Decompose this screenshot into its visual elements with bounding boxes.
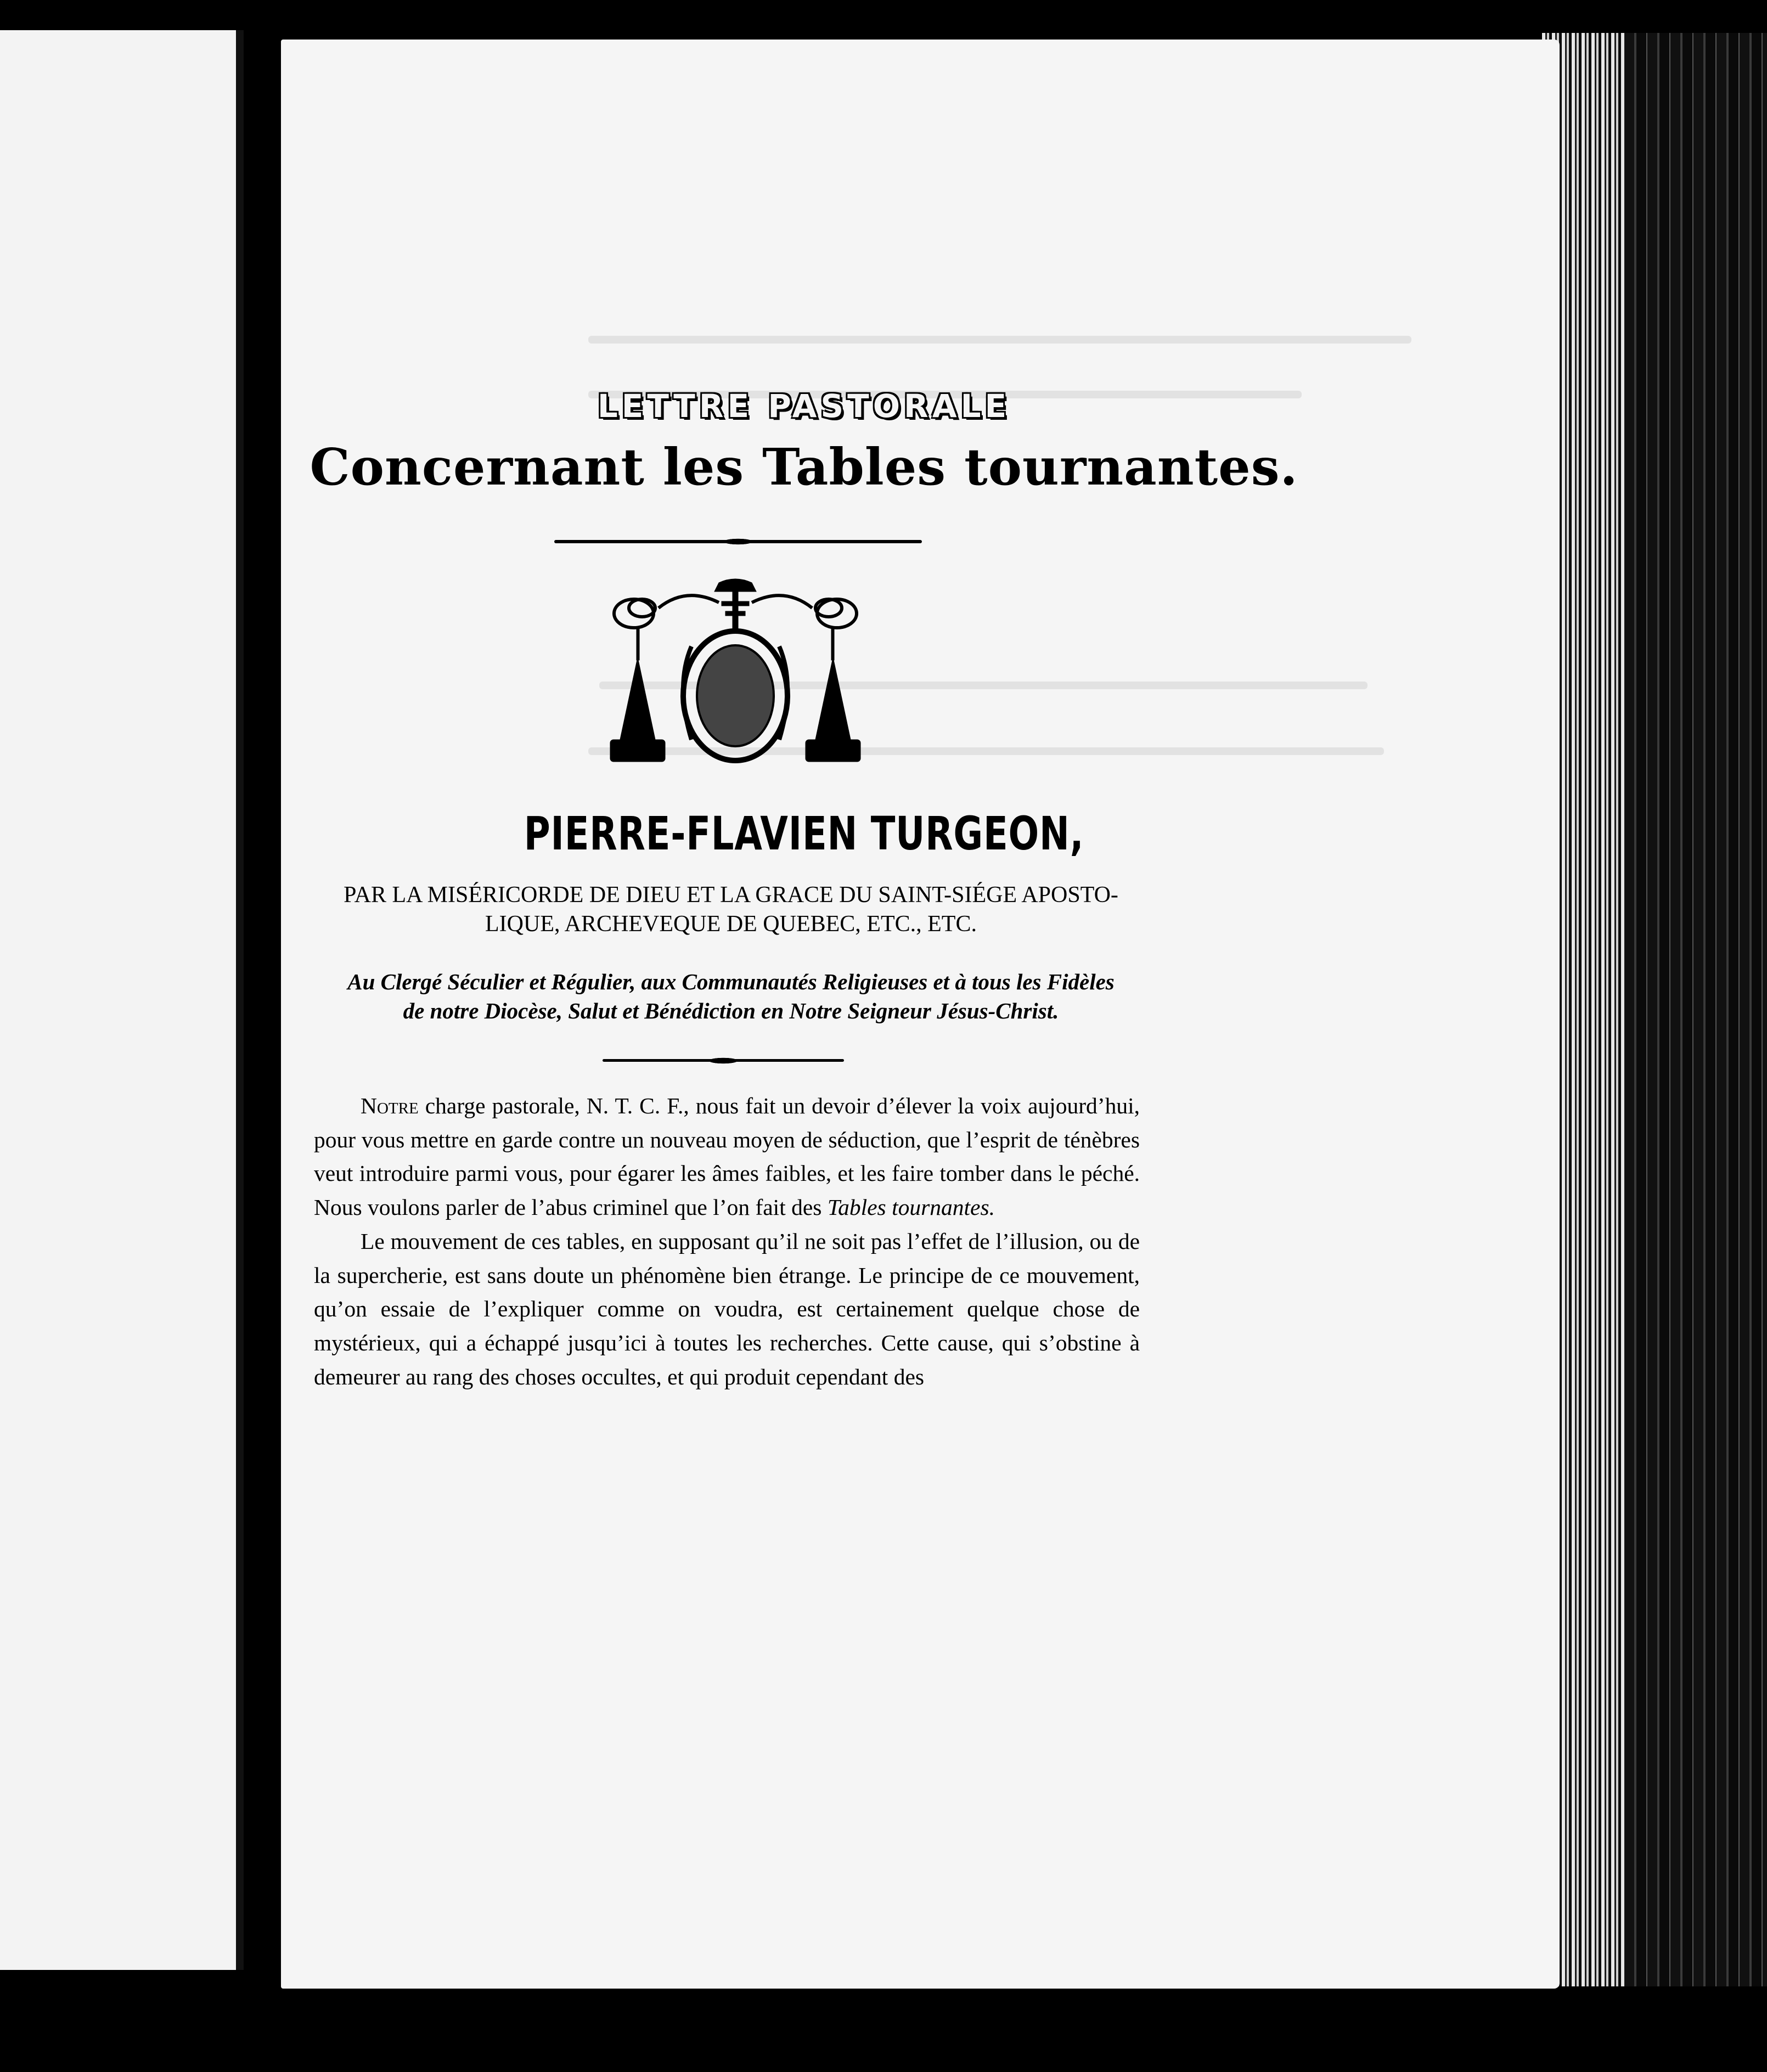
address-line-1: Au Clergé Séculier et Régulier, aux Communautés Religieuses et à tous les Fidèles (347, 969, 1115, 994)
book-spine-edge (1624, 33, 1767, 1986)
page-edges (1542, 33, 1767, 1986)
author-titles-line-2: LIQUE, ARCHEVEQUE DE QUEBEC, ETC., ETC. (485, 911, 977, 937)
author-name: PIERRE-FLAVIEN TURGEON, (524, 807, 1084, 860)
rule-ornament (713, 537, 763, 547)
ornamental-rule-2 (603, 1059, 844, 1062)
document-subheading: Concernant les Tables tournantes. (309, 437, 1298, 497)
paragraph-1 (314, 1089, 1140, 1225)
author-titles-line-1: PAR LA MISÉRICORDE DE DIEU ET LA GRACE DU SAINT-SIÉGE APOSTO- (344, 882, 1118, 908)
archbishop-coat-of-arms (609, 575, 862, 779)
paragraph-1-lead: Notre (361, 1093, 419, 1118)
ornamental-rule (554, 540, 922, 543)
paragraph-1-text: charge pastorale, N. T. C. F., nous fait un devoir d’élever la voix aujourd’hui, pour vous mettre en garde contre un nouveau moyen de séduction, que l’esprit de ténèbres veut introduire parmi vous, pour égarer les âmes faibles, et les faire tomber dans le péché. Nous voulons parler de l’abus criminel que l’on fait des (314, 1093, 1140, 1220)
paragraph-2: Le mouvement de ces tables, en supposant qu’il ne soit pas l’effet de l’illusion, ou de la supercherie, est sans doute un phénomène bien étrange. Le principe de ce mouvement, qu’on essaie de l’expliquer comme on voudra, est certainement quelque chose de mystérieux, qui a échappé jusqu’ici à toutes les recherches. Cette cause, qui s’obstine à demeurer au rang des choses occultes, et qui produit cependant des (314, 1228, 1140, 1389)
address-line-2: de notre Diocèse, Salut et Bénédiction en Notre Seigneur Jésus-Christ. (403, 998, 1059, 1023)
address (314, 967, 1148, 1026)
left-page (0, 30, 244, 1970)
bleed-through-line (588, 336, 1411, 344)
paragraph-1-italic: Tables tournantes. (827, 1195, 995, 1220)
rule-ornament (699, 1056, 748, 1066)
body-text (314, 1089, 1140, 1394)
document-heading: LETTRE PASTORALE (597, 387, 1011, 425)
author-titles (314, 881, 1148, 939)
